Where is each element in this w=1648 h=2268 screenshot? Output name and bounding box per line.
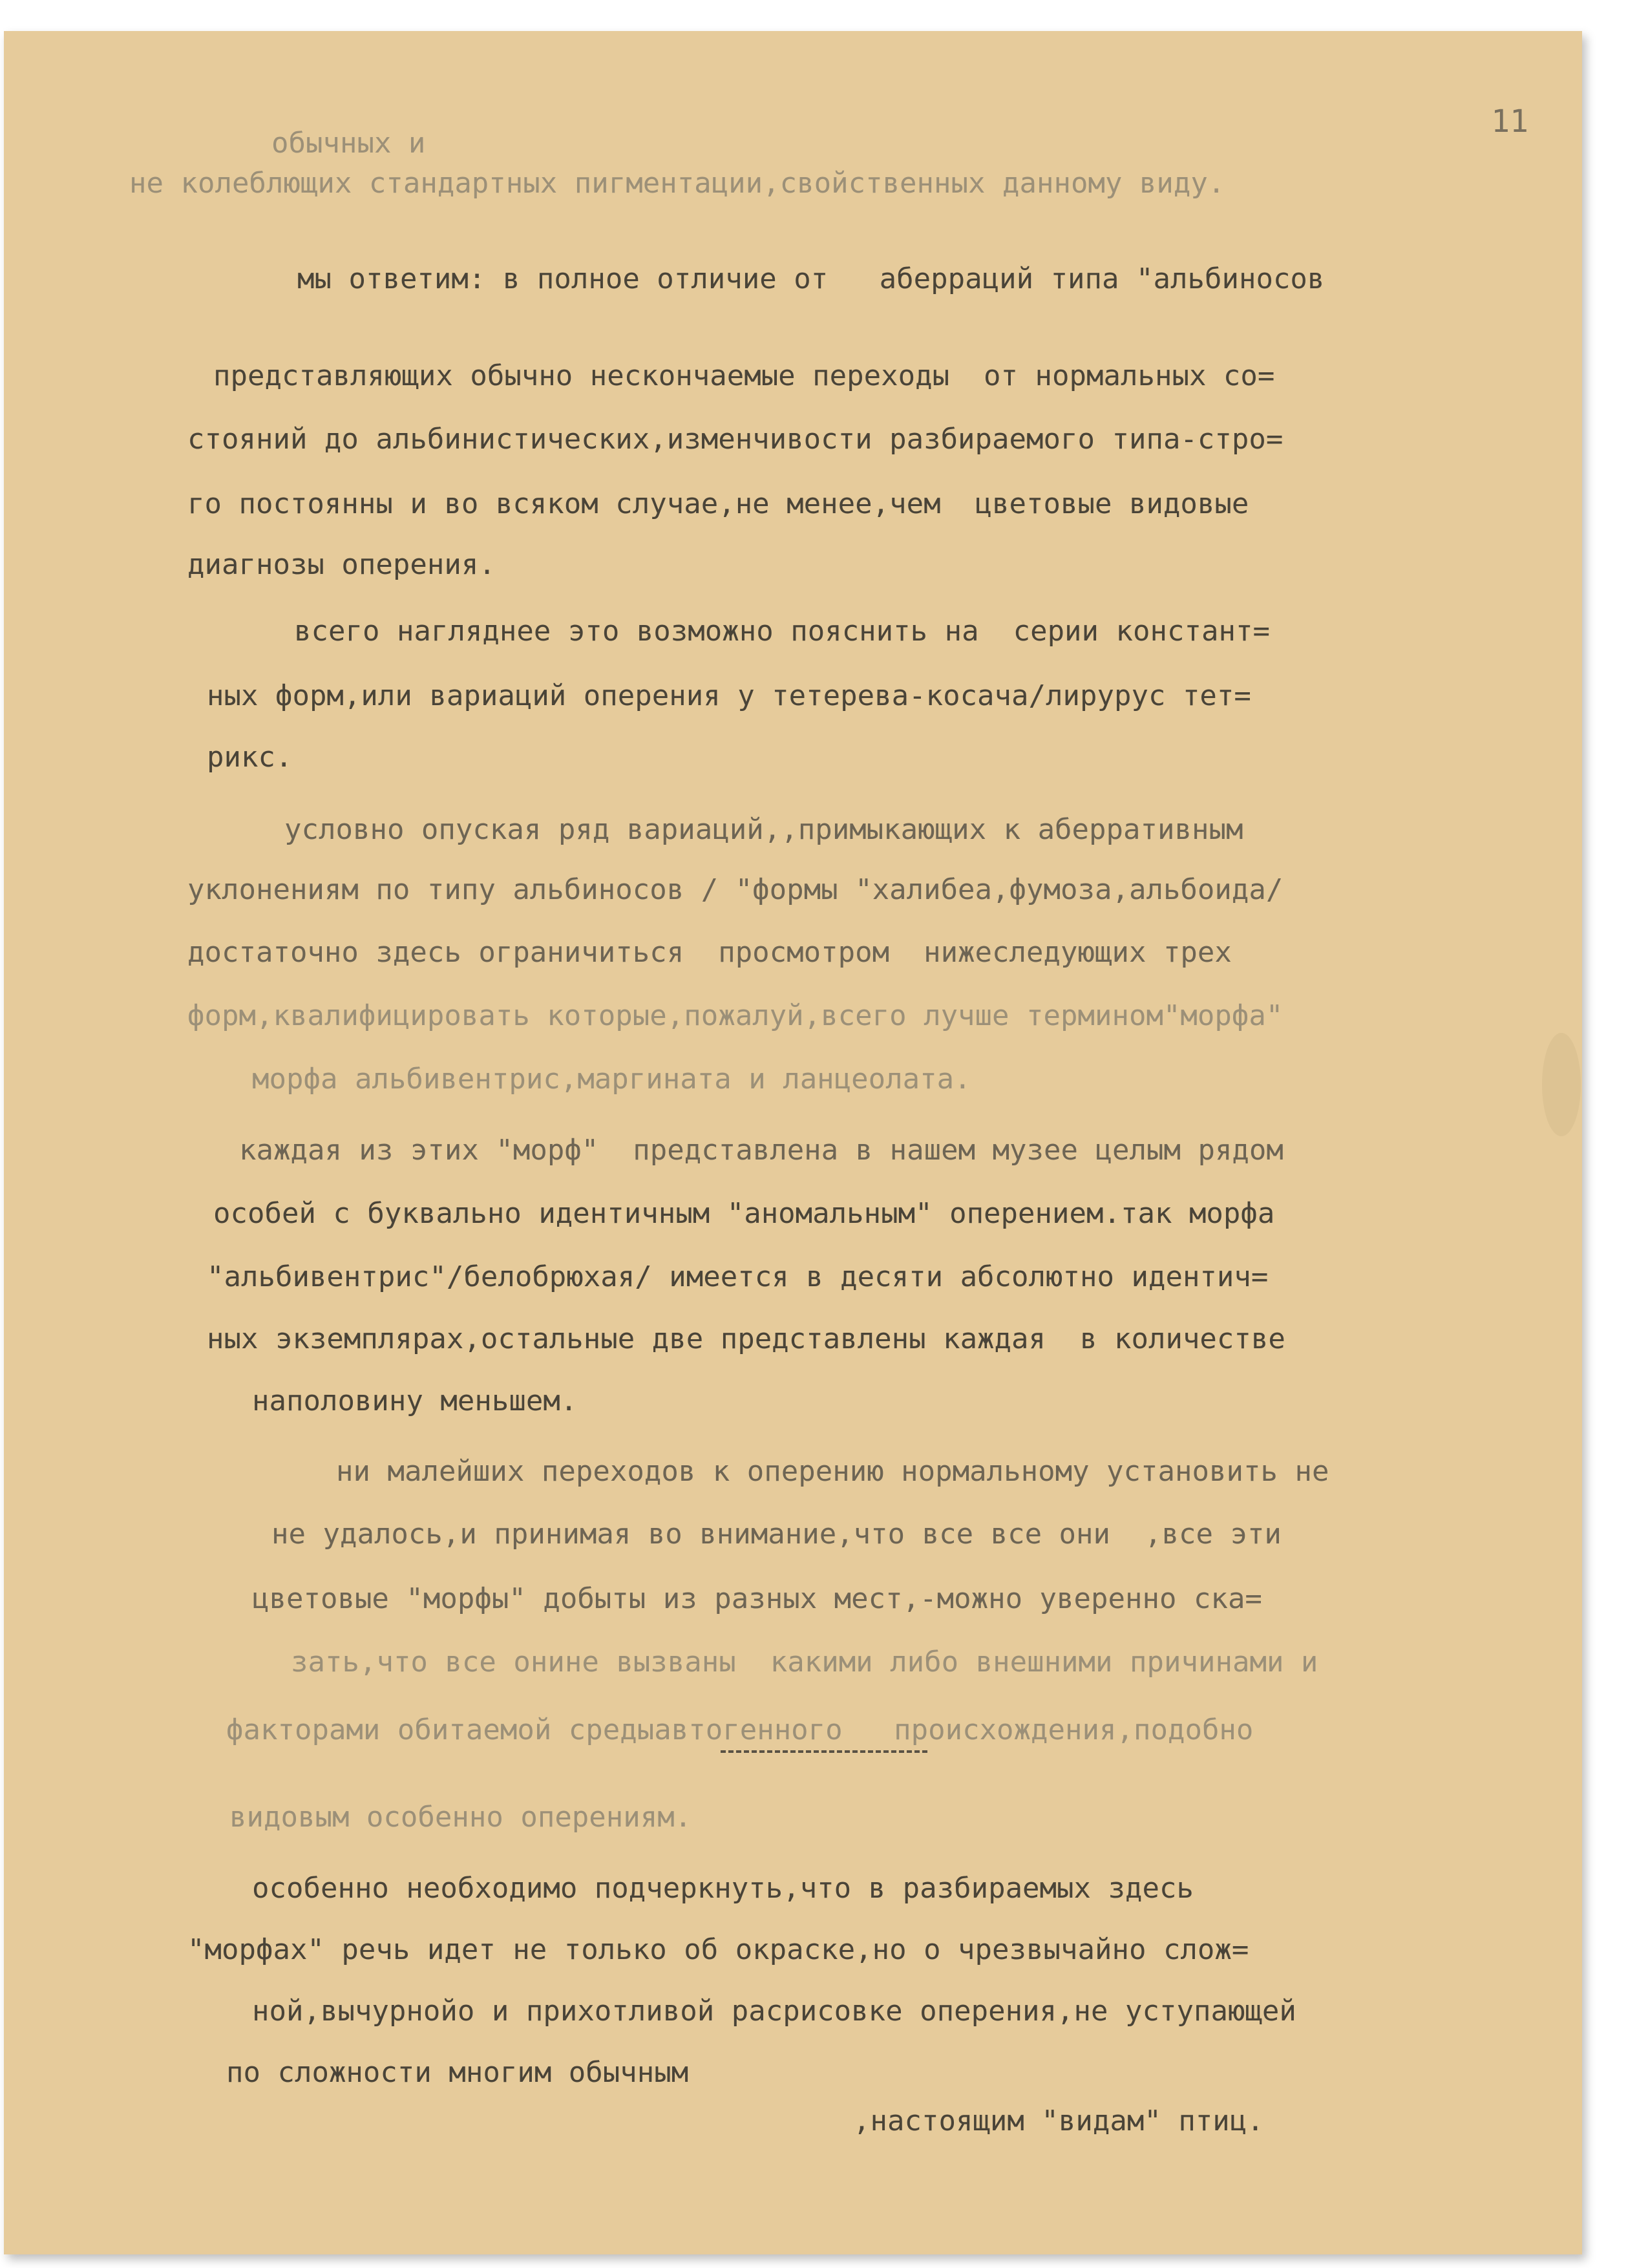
text-line-19: ных экземплярах,остальные две представлены каждая в количестве [207,1322,1285,1355]
text-line-10: рикс. [207,741,293,774]
text-line-03: мы ответим: в полное отличие от аберраций типа "альбиносов [297,262,1325,295]
text-line-05: стояний до альбинистических,изменчивости разбираемого типа-стро= [187,423,1284,456]
text-line-01: обычных и [271,127,426,160]
text-line-09: ных форм,или вариаций оперения у тетерева-косача/лирурус тет= [207,679,1251,712]
text-line-11: условно опуская ряд вариаций,,примыкающих к аберративным [284,813,1243,846]
text-line-14: форм,квалифицировать которые,пожалуй,всего лучше термином"морфа" [187,999,1284,1032]
text-line-13: достаточно здесь ограничиться просмотром нижеследующих трех [187,936,1232,969]
text-line-07: диагнозы оперения. [187,548,496,581]
text-line-08: всего нагляднее это возможно пояснить на серии констант= [294,615,1270,648]
text-line-06: го постоянны и во всяком случае,не менее,чем цветовые видовые [187,487,1249,520]
text-line-25: факторами обитаемой средыавтогенного происхождения,подобно [226,1713,1254,1746]
text-line-04: представляющих обычно нескончаемые переходы от нормальных со= [213,359,1275,392]
text-line-02: не колеблющих стандартных пигментации,свойственных данному виду. [129,167,1225,200]
page-number: 11 [1491,103,1528,140]
text-line-28: "морфах" речь идет не только об окраске,но о чрезвычайно слож= [187,1933,1249,1966]
text-line-22: не удалось,и принимая во внимание,что все все они ,все эти [271,1518,1282,1551]
text-line-27: особенно необходимо подчеркнуть,что в разбираемых здесь [252,1872,1194,1905]
text-line-18: "альбивентрис"/белобрюхая/ имеется в десяти абсолютно идентич= [207,1260,1269,1293]
text-line-16: каждая из этих "морф" представлена в нашем музее целым рядом [239,1134,1284,1167]
text-line-26: видовым особенно оперениям. [229,1801,692,1834]
text-line-12: уклонениям по типу альбиносов / "формы "халибеа,фумоза,альбоида/ [187,873,1284,906]
text-line-24: зать,что все онине вызваны какими либо внешними причинами и [291,1646,1318,1679]
text-line-30: по сложности многим обычным [226,2056,689,2089]
edge-stain [1542,1033,1581,1136]
text-line-21: ни малейших переходов к оперению нормальному установить не [336,1455,1329,1488]
text-line-15: морфа альбивентрис,маргината и ланцеолата. [252,1063,971,1096]
text-line-29: ной,вычурнойо и прихотливой расрисовке оперения,не уступающей [252,1995,1296,2028]
text-line-20: наполовину меньшем. [252,1384,578,1417]
text-line-17: особей с буквально идентичным "аномальным" оперением.так морфа [213,1197,1275,1230]
text-line-23: цветовые "морфы" добыты из разных мест,-можно уверенно ска= [252,1582,1262,1615]
handwritten-underline [721,1750,927,1753]
text-line-31: ,настоящим "видам" птиц. [853,2104,1264,2137]
